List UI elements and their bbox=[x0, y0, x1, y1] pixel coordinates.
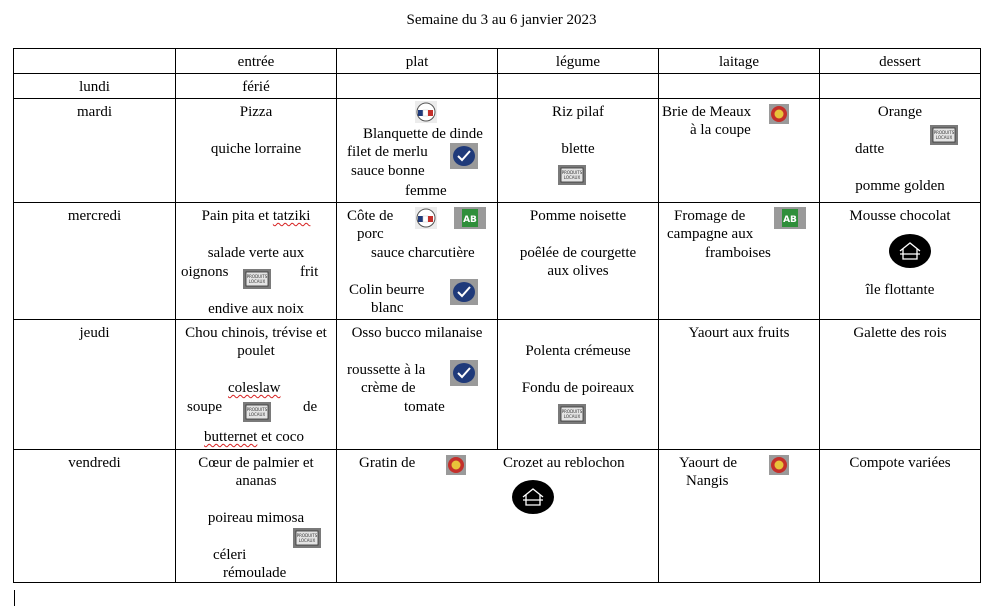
text-cursor bbox=[14, 590, 15, 606]
jeudi-legume bbox=[498, 320, 659, 450]
dish-text bbox=[176, 207, 336, 225]
day-jeudi bbox=[14, 320, 176, 450]
header-row bbox=[14, 49, 981, 74]
dish-text: poireau mimosa bbox=[207, 510, 305, 526]
vendredi-dessert bbox=[820, 450, 981, 583]
mardi-dessert bbox=[820, 99, 981, 203]
day-mercredi bbox=[14, 203, 176, 320]
svg-text:AB: AB bbox=[783, 215, 797, 225]
dish-text: tomate bbox=[404, 399, 445, 415]
day-label: mardi bbox=[77, 104, 112, 120]
dish-text: crème de bbox=[361, 380, 416, 396]
svg-text:LOCAUX: LOCAUX bbox=[248, 412, 266, 417]
dish-text: de bbox=[303, 399, 318, 415]
svg-text:AB: AB bbox=[463, 215, 477, 225]
vendredi-laitage bbox=[659, 450, 820, 583]
spellcheck-word: tatziki bbox=[272, 208, 311, 224]
dish-text: poêlée de courgette bbox=[519, 245, 637, 261]
svg-text:PRODUITS: PRODUITS bbox=[561, 170, 583, 175]
lundi-laitage bbox=[659, 74, 820, 99]
dish-text: Chou chinois, trévise et bbox=[185, 325, 327, 341]
vendredi-entree bbox=[176, 450, 337, 583]
svg-text:PRODUITS: PRODUITS bbox=[246, 407, 268, 412]
svg-text:LOCAUX: LOCAUX bbox=[563, 414, 581, 419]
aop-label-icon bbox=[446, 455, 466, 475]
jeudi-laitage bbox=[659, 320, 820, 450]
dish-text: quiche lorraine bbox=[210, 141, 302, 157]
day-lundi bbox=[14, 74, 176, 99]
dish-text bbox=[204, 428, 304, 446]
header-label: laitage bbox=[719, 54, 759, 70]
dish-text: Blanquette de dinde bbox=[363, 126, 483, 142]
lundi-plat bbox=[337, 74, 498, 99]
bleu-blanc-coeur-icon bbox=[415, 101, 437, 123]
dish-text: soupe bbox=[187, 399, 222, 415]
mardi-legume bbox=[498, 99, 659, 203]
spellcheck-word: butternet bbox=[204, 429, 258, 445]
svg-text:PRODUITS: PRODUITS bbox=[246, 274, 268, 279]
dish-text: Yaourt de bbox=[679, 455, 738, 471]
mercredi-dessert bbox=[820, 203, 981, 320]
header-label: entrée bbox=[237, 54, 275, 70]
dish-text: île flottante bbox=[865, 282, 935, 298]
dish-text: Pomme noisette bbox=[529, 208, 627, 224]
dish-text: Cœur de palmier et bbox=[198, 455, 314, 471]
dish-text: aux olives bbox=[547, 263, 609, 279]
fait-maison-house-icon bbox=[511, 479, 555, 515]
dish-text: Pizza bbox=[239, 104, 273, 120]
lundi-dessert bbox=[820, 74, 981, 99]
dish-text: Pain pita et bbox=[201, 208, 273, 224]
mercredi-laitage bbox=[659, 203, 820, 320]
mardi-entree bbox=[176, 99, 337, 203]
svg-text:LOCAUX: LOCAUX bbox=[563, 175, 581, 180]
header-entree bbox=[176, 49, 337, 74]
dish-text: Orange bbox=[877, 104, 923, 120]
dish-text: férié bbox=[242, 79, 270, 95]
dish-text: et coco bbox=[257, 429, 304, 445]
mercredi-legume bbox=[498, 203, 659, 320]
day-vendredi bbox=[14, 450, 176, 583]
vendredi-plat-legume bbox=[337, 450, 659, 583]
produits-locaux-icon bbox=[558, 165, 586, 185]
msc-peche-durable-icon bbox=[450, 360, 478, 386]
row-mercredi bbox=[14, 203, 981, 320]
dish-text: Galette des rois bbox=[853, 325, 947, 341]
dish-text: céleri bbox=[213, 547, 247, 563]
svg-text:LOCAUX: LOCAUX bbox=[935, 135, 953, 140]
dish-text: blanc bbox=[371, 300, 404, 316]
dish-text: poulet bbox=[237, 343, 275, 359]
dish-text: frit bbox=[300, 264, 319, 280]
header-label: légume bbox=[555, 54, 601, 70]
msc-peche-durable-icon bbox=[450, 143, 478, 169]
msc-peche-durable-icon bbox=[450, 279, 478, 305]
dish-text: Nangis bbox=[686, 473, 729, 489]
dish-text: Colin beurre bbox=[349, 282, 425, 298]
header-label: plat bbox=[405, 54, 429, 70]
dish-text: Crozet au reblochon bbox=[503, 455, 625, 471]
header-laitage bbox=[659, 49, 820, 74]
day-mardi bbox=[14, 99, 176, 203]
dish-text: salade verte aux bbox=[207, 245, 305, 261]
produits-locaux-icon bbox=[558, 404, 586, 424]
mercredi-entree bbox=[176, 203, 337, 320]
day-label: vendredi bbox=[68, 455, 121, 471]
spellcheck-word: coleslaw bbox=[228, 380, 281, 396]
dish-text: Mousse chocolat bbox=[849, 208, 951, 224]
bleu-blanc-coeur-icon bbox=[415, 207, 437, 229]
dish-text: rémoulade bbox=[223, 565, 287, 581]
mardi-laitage bbox=[659, 99, 820, 203]
dish-text: Riz pilaf bbox=[551, 104, 605, 120]
fait-maison-house-icon bbox=[888, 233, 932, 269]
corner-cell bbox=[14, 49, 176, 74]
day-label: lundi bbox=[79, 79, 110, 95]
svg-text:LOCAUX: LOCAUX bbox=[298, 538, 316, 543]
header-dessert bbox=[820, 49, 981, 74]
dish-text: Polenta crémeuse bbox=[525, 343, 631, 359]
mercredi-plat bbox=[337, 203, 498, 320]
header-plat bbox=[337, 49, 498, 74]
dish-text: pomme golden bbox=[855, 178, 945, 194]
page-title: Semaine du 3 au 6 janvier 2023 bbox=[406, 12, 597, 28]
header-label: dessert bbox=[879, 54, 921, 70]
svg-text:PRODUITS: PRODUITS bbox=[296, 533, 318, 538]
dish-text: Fondu de poireaux bbox=[521, 380, 635, 396]
produits-locaux-icon bbox=[243, 402, 271, 422]
dish-text: framboises bbox=[705, 245, 771, 261]
agriculture-biologique-icon bbox=[454, 207, 486, 229]
dish-text: Côte de bbox=[347, 208, 394, 224]
lundi-entree bbox=[176, 74, 337, 99]
aop-label-icon bbox=[769, 455, 789, 475]
dish-text: ananas bbox=[235, 473, 277, 489]
svg-text:LOCAUX: LOCAUX bbox=[248, 279, 266, 284]
dish-text: femme bbox=[405, 183, 447, 199]
produits-locaux-icon bbox=[930, 125, 958, 145]
produits-locaux-icon bbox=[243, 269, 271, 289]
row-mardi bbox=[14, 99, 981, 203]
agriculture-biologique-icon bbox=[774, 207, 806, 229]
menu-table bbox=[13, 48, 981, 583]
dish-text: roussette à la bbox=[347, 362, 426, 378]
day-label: jeudi bbox=[79, 325, 110, 341]
produits-locaux-icon bbox=[293, 528, 321, 548]
header-legume bbox=[498, 49, 659, 74]
lundi-legume bbox=[498, 74, 659, 99]
dish-text: à la coupe bbox=[690, 122, 751, 138]
dish-text: blette bbox=[561, 141, 595, 157]
dish-text: Compote variées bbox=[849, 455, 951, 471]
dish-text: Yaourt aux fruits bbox=[688, 325, 790, 341]
dish-text: porc bbox=[357, 226, 384, 242]
dish-text: Osso bucco milanaise bbox=[351, 325, 483, 341]
dish-text: oignons bbox=[181, 264, 229, 280]
jeudi-entree bbox=[176, 320, 337, 450]
dish-text: endive aux noix bbox=[208, 301, 304, 317]
day-label: mercredi bbox=[67, 208, 122, 224]
mardi-plat bbox=[337, 99, 498, 203]
row-jeudi bbox=[14, 320, 981, 450]
dish-text: Fromage de bbox=[674, 208, 746, 224]
svg-text:PRODUITS: PRODUITS bbox=[933, 130, 955, 135]
dish-text: Gratin de bbox=[359, 455, 416, 471]
jeudi-plat bbox=[337, 320, 498, 450]
dish-text: sauce charcutière bbox=[371, 245, 475, 261]
dish-text: datte bbox=[855, 141, 885, 157]
dish-text: Brie de Meaux bbox=[662, 104, 752, 120]
aop-label-icon bbox=[769, 104, 789, 124]
dish-text: filet de merlu bbox=[347, 144, 428, 160]
svg-text:PRODUITS: PRODUITS bbox=[561, 409, 583, 414]
row-lundi bbox=[14, 74, 981, 99]
dish-text: sauce bonne bbox=[351, 163, 425, 179]
row-vendredi bbox=[14, 450, 981, 583]
dish-text: campagne aux bbox=[667, 226, 754, 242]
jeudi-dessert bbox=[820, 320, 981, 450]
